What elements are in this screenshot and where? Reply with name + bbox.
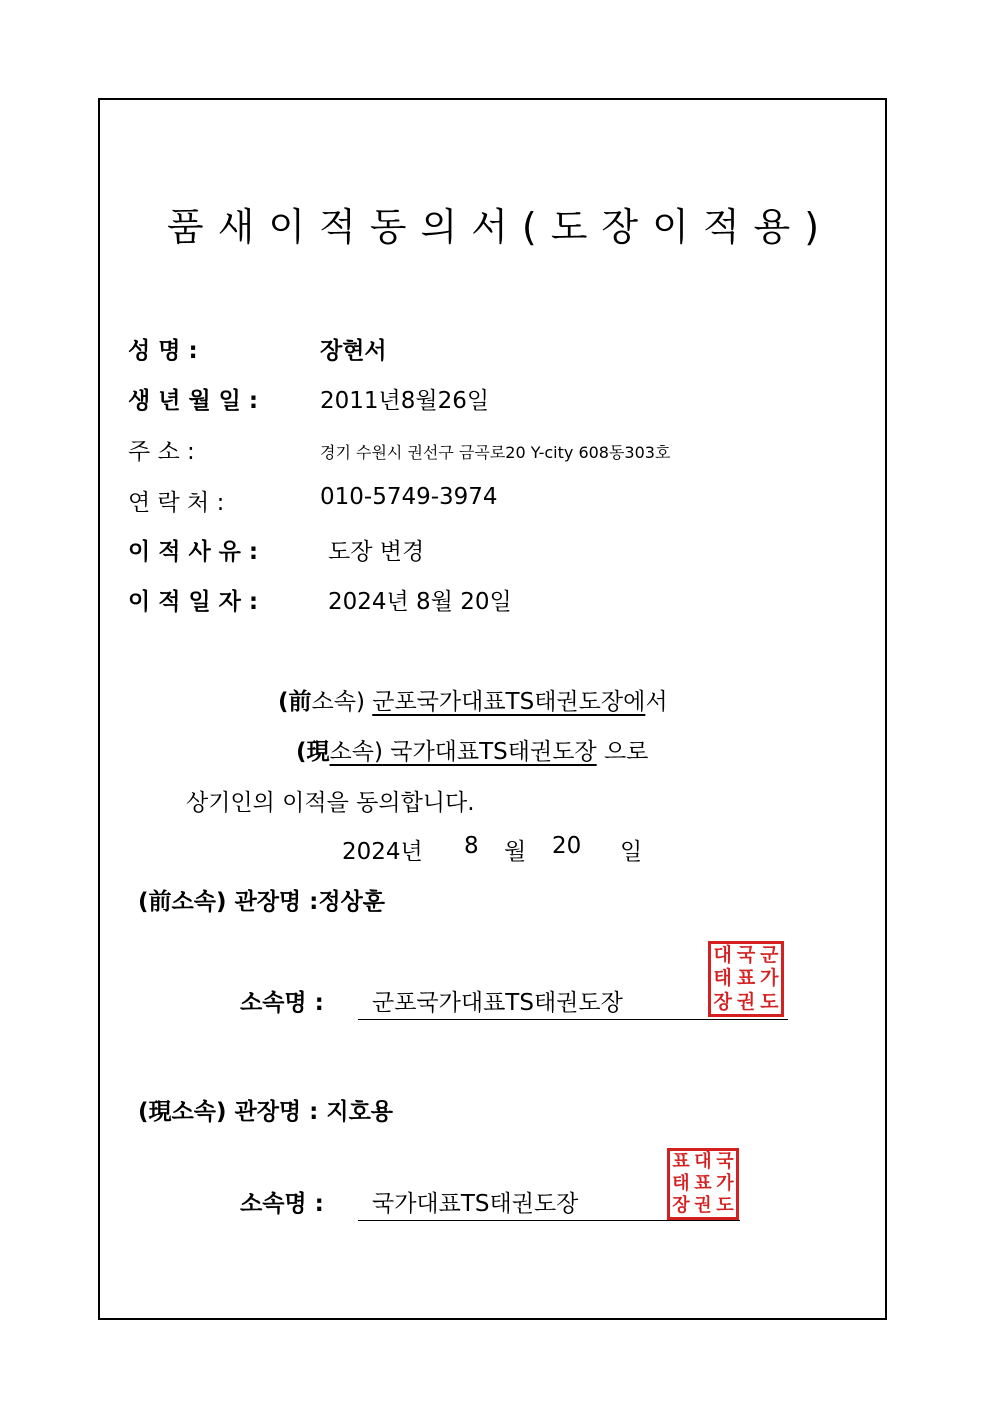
seal-glyph: 태	[713, 967, 732, 990]
seal-glyph: 군	[760, 944, 779, 967]
transfer-date-value: 2024년 8월 20일	[328, 589, 512, 615]
seal-glyph: 대	[713, 944, 732, 967]
address-value: 경기 수원시 권선구 금곡로20 Y-city 608동303호	[320, 443, 671, 462]
consent-date-day-num: 20	[552, 833, 582, 859]
prev-affiliation-value: 군포국가대표TS태권도장	[372, 990, 623, 1016]
seal-glyph: 가	[716, 1173, 734, 1194]
prev-director-label: 소속) 관장명 :	[171, 889, 319, 915]
prev-director-hanja: (前	[138, 889, 172, 915]
prev-director-line	[138, 883, 385, 916]
curr-dojang-name: 국가대표TS태권도장	[382, 739, 597, 765]
curr-hanja: (現	[296, 739, 330, 765]
curr-word: 소속)	[329, 739, 383, 765]
seal-glyph: 도	[760, 990, 779, 1013]
seal-glyph: 권	[736, 990, 756, 1013]
curr-affiliation-label: 소속명 :	[240, 1191, 324, 1217]
birth-value: 2011년8월26일	[320, 388, 490, 414]
contact-label: 연 락 처 :	[128, 490, 225, 516]
prev-dojang-name: 군포국가대표TS태권도장에	[372, 689, 646, 715]
prev-affiliation-label: 소속명 :	[240, 990, 324, 1016]
contact-value: 010-5749-3974	[320, 484, 498, 510]
curr-suffix: 으로	[603, 739, 649, 765]
seal-glyph: 국	[736, 944, 756, 967]
consent-date-day-unit: 일	[620, 839, 643, 865]
document-title: 품새이적동의서(도장이적용)	[166, 205, 834, 249]
curr-affiliation-line	[296, 733, 648, 766]
seal-glyph: 장	[713, 990, 732, 1013]
prev-suffix: 서	[645, 689, 668, 715]
curr-director-line	[138, 1093, 393, 1126]
curr-director-hanja: (現	[138, 1099, 172, 1125]
seal-glyph: 대	[694, 1151, 712, 1172]
consent-date-year: 2024년	[342, 839, 423, 865]
curr-dojang-seal	[667, 1148, 739, 1220]
prev-dojang-seal	[708, 941, 784, 1017]
seal-glyph: 표	[736, 967, 756, 990]
reason-label: 이 적 사 유 :	[128, 539, 259, 565]
name-value: 장현서	[320, 338, 387, 364]
transfer-date-label: 이 적 일 자 :	[128, 589, 259, 615]
prev-word: 소속)	[311, 689, 365, 715]
name-label: 성 명 :	[128, 338, 198, 364]
prev-affiliation-line	[278, 683, 668, 716]
seal-glyph: 표	[672, 1151, 690, 1172]
prev-hanja: (前	[278, 689, 312, 715]
consent-date-month-unit: 월	[504, 839, 527, 865]
curr-director-name: 지호용	[326, 1099, 394, 1125]
seal-glyph: 국	[716, 1151, 734, 1172]
seal-glyph: 가	[760, 967, 779, 990]
seal-glyph: 도	[716, 1195, 734, 1216]
prev-director-name: 정상훈	[318, 889, 385, 915]
reason-value: 도장 변경	[328, 539, 425, 565]
seal-glyph: 태	[672, 1173, 690, 1194]
address-label: 주 소 :	[128, 439, 195, 465]
consent-sentence: 상기인의 이적을 동의합니다.	[186, 790, 475, 816]
curr-affiliation-underline	[358, 1220, 740, 1221]
birth-label: 생 년 월 일 :	[128, 388, 259, 414]
seal-glyph: 권	[694, 1195, 712, 1216]
seal-glyph: 장	[672, 1195, 690, 1216]
curr-affiliation-value: 국가대표TS태권도장	[372, 1191, 579, 1217]
consent-date-month-num: 8	[464, 833, 479, 859]
curr-director-label: 소속) 관장명 :	[171, 1099, 319, 1125]
prev-affiliation-underline	[358, 1019, 788, 1020]
seal-glyph: 표	[694, 1173, 712, 1194]
